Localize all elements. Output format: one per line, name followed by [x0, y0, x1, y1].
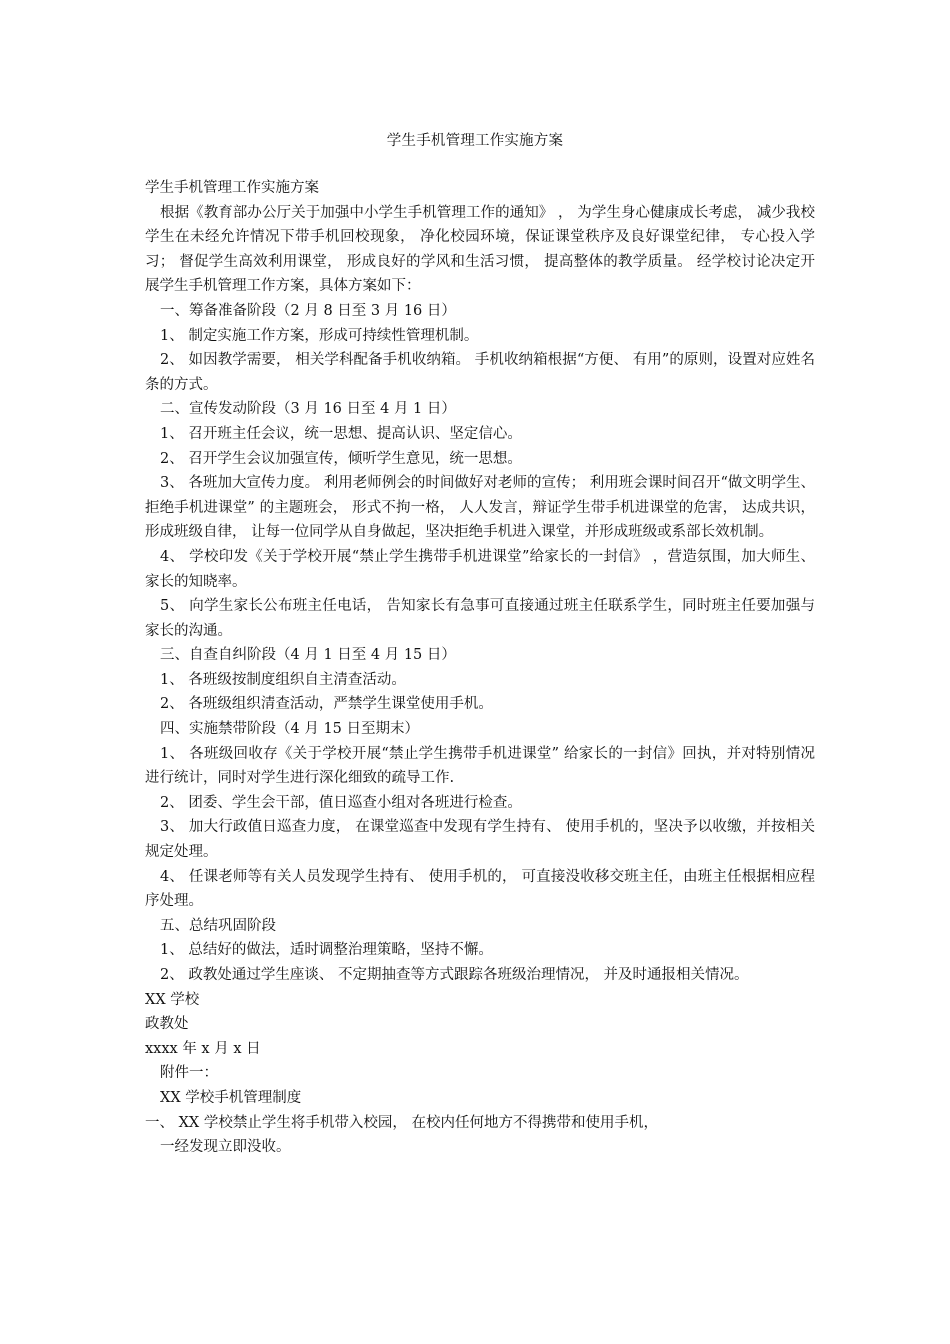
- attachment-title: XX 学校手机管理制度: [160, 1089, 302, 1106]
- section-heading-1: 一、筹备准备阶段（2 月 8 日至 3 月 16 日）: [160, 302, 456, 319]
- section-3-item-2: 2、 各班级组织清查活动，严禁学生课堂使用手机。: [160, 696, 493, 713]
- section-4-item-2: 2、 团委、学生会干部，值日巡查小组对各班进行检查。: [160, 794, 522, 811]
- section-2-item-2: 2、 召开学生会议加强宣传，倾听学生意见，统一思想。: [160, 450, 522, 467]
- signature-office: 政教处: [145, 1016, 189, 1033]
- section-4-item-1: 1、 各班级回收存《关于学校开展“禁止学生携带手机进课堂” 给家长的一封信》回执，并对特别情况进行统计，同时对学生进行深化细致的疏导工作.: [145, 745, 815, 787]
- section-1-item-1: 1、 制定实施工作方案，形成可持续性管理机制。: [160, 327, 479, 344]
- section-1-item-2: 2、 如因教学需要， 相关学科配备手机收纳箱。 手机收纳箱根据“方便、 有用”的原则，设置对应姓名条的方式。: [145, 352, 815, 393]
- section-2-item-5: 5、 向学生家长公布班主任电话， 告知家长有急事可直接通过班主任联系学生，同时班主任要加强与家长的沟通。: [145, 598, 815, 639]
- section-4-item-4: 4、 任课老师等有关人员发现学生持有、 使用手机的， 可直接没收移交班主任，由班主任根据相应程序处理。: [145, 868, 815, 910]
- intro-paragraph: 根据《教育部办公厅关于加强中小学生手机管理工作的通知》 ， 为学生身心健康成长考虑， 减少我校学生在未经允许情况下带手机回校现象， 净化校园环境，保证课堂秩序及良好课堂纪律， 专心投入学习； 督促学生高效利用课堂， 形成良好的学风和生活习惯， 提高整体的教学质量。 经学校讨论决定开展学生手机管理工作方案，具体方案如下：: [145, 204, 815, 295]
- section-2-item-4: 4、 学校印发《关于学校开展“禁止学生携带手机进课堂”给家长的一封信》 ，营造氛围，加大师生、家长的知晓率。: [145, 548, 815, 590]
- attachment-rule-1: 一、 XX 学校禁止学生将手机带入校园， 在校内任何地方不得携带和使用手机，: [145, 1114, 658, 1131]
- document-body: [145, 176, 815, 1160]
- section-3-item-1: 1、 各班级按制度组织自主清查活动。: [160, 671, 406, 688]
- body-heading: 学生手机管理工作实施方案: [145, 180, 319, 196]
- section-5-item-1: 1、 总结好的做法，适时调整治理策略，坚持不懈。: [160, 942, 493, 959]
- section-heading-4: 四、实施禁带阶段（4 月 15 日至期末）: [160, 721, 420, 738]
- attachment-rule-1-continued: 一经发现立即没收。: [160, 1139, 291, 1156]
- document-title: 学生手机管理工作实施方案: [386, 133, 564, 149]
- signature-date: xxxx 年 x 月 x 日: [145, 1040, 261, 1057]
- section-2-item-1: 1、 召开班主任会议，统一思想、提高认识、坚定信心。: [160, 425, 522, 442]
- section-heading-3: 三、自查自纠阶段（4 月 1 日至 4 月 15 日）: [160, 647, 456, 664]
- section-4-item-3: 3、 加大行政值日巡查力度， 在课堂巡查中发现有学生持有、 使用手机的，坚决予以收缴，并按相关规定处理。: [145, 819, 815, 861]
- section-5-item-2: 2、 政教处通过学生座谈、 不定期抽查等方式跟踪各班级治理情况， 并及时通报相关情况。: [160, 967, 749, 983]
- attachment-label: 附件一：: [160, 1065, 218, 1082]
- section-2-item-3: 3、 各班加大宣传力度。 利用老师例会的时间做好对老师的宣传； 利用班会课时间召开“做文明学生、 拒绝手机进课堂” 的主题班会， 形式不拘一格， 人人发言，辩证学生带手机进课堂的危害， 达成共识， 形成班级自律， 让每一位同学从自身做起，坚决拒绝手机进入课堂，并形成班级或系部长效机制。: [145, 475, 815, 541]
- section-heading-2: 二、宣传发动阶段（3 月 16 日至 4 月 1 日）: [160, 401, 456, 418]
- signature-school: XX 学校: [145, 991, 200, 1008]
- section-heading-5: 五、总结巩固阶段: [160, 917, 276, 934]
